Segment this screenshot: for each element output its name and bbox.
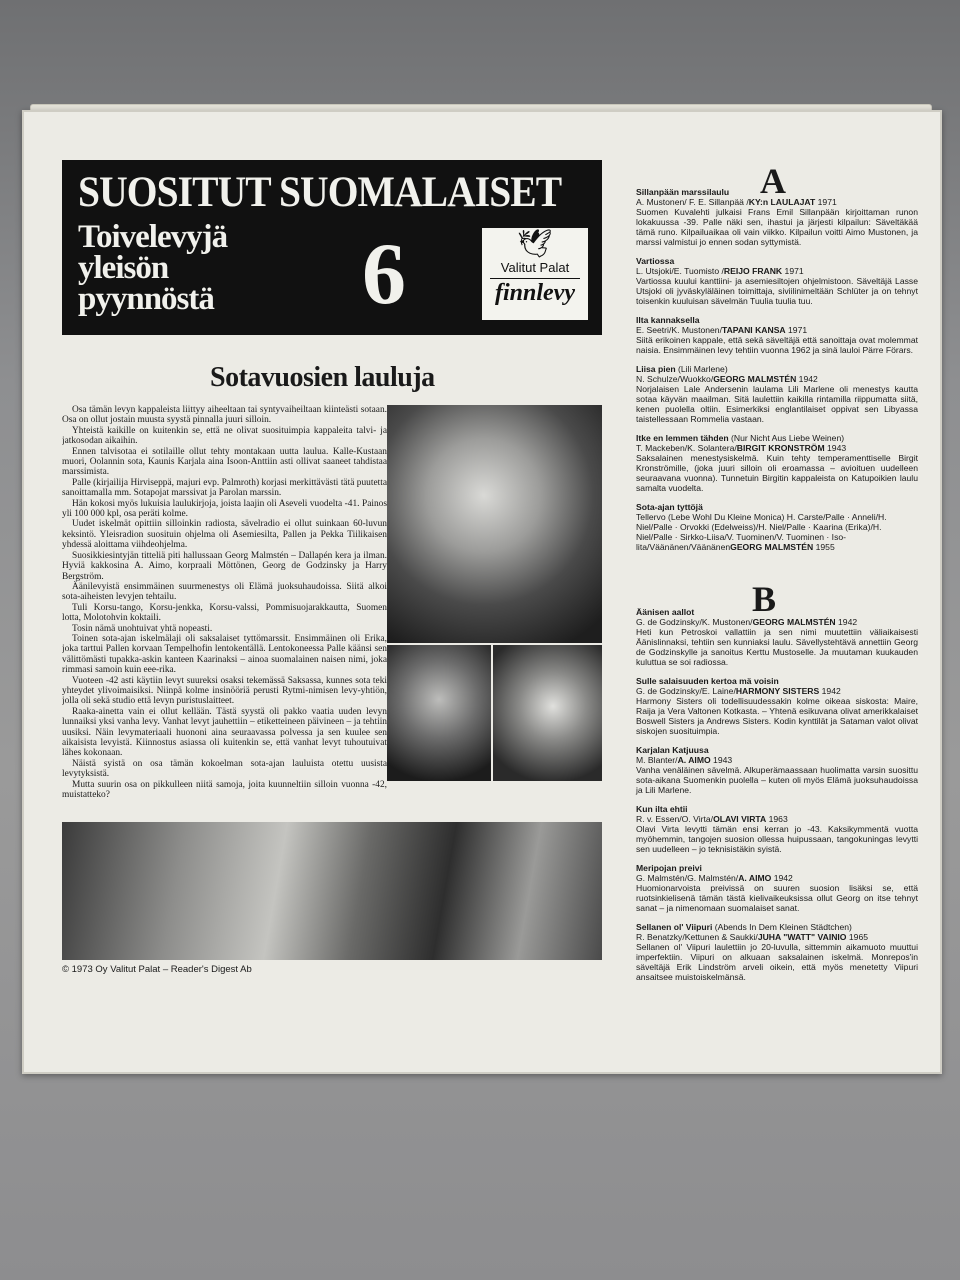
subtitle-line: yleisön [78, 250, 169, 286]
track-title: Itke en lemmen tähden (Nur Nicht Aus Liebe Weinen) [636, 433, 845, 443]
track-title: Sillanpään marssilaulu [636, 187, 730, 197]
track-title: Äänisen aallot [636, 607, 695, 617]
track-title: Karjalan Katjuusa [636, 745, 709, 755]
intro-paragraph: Tosin nämä unohtuivat yhtä nopeasti. [72, 623, 213, 634]
track-description: Huomionarvoista preivissä on suuren suosion lisäksi se, että ruotsinkielisenä tämän tästä kielivaikeuksissa ollut Georg on itse tehnyt sanat – ja nimenomaan suomalaiset sanat. [636, 883, 918, 913]
intro-paragraph: Palle (kirjailija Hirviseppä, majuri evp. Palmroth) korjasi merkittävästi tätä puutetta sanoittamalla mm. Sotapojat marssivat ja Parolan marssin. [62, 477, 387, 499]
track-description: Heti kun Petroskoi vallattiin ja sen nimi muutettiin väliaikaisesti Äänislinnaksi, tehtiin sen kunniaksi laulu. Sävellystehtävä annettiin Georg de Godzinskylle ja sanoitus Kerttu Mustoselle. Ja muutaman kuukauden kuluttua se soi radiossa. [636, 627, 918, 667]
track-description: Vanha venäläinen sävelmä. Alkuperämaassaan huolimatta varsin suosittu sota-aikana Suomenkin puolella – kuten oli myös Elämä juoksuhaudoissa ja Lili Marlene. [636, 765, 918, 795]
side-b-tracklist [636, 607, 918, 991]
soldiers-photo [62, 822, 602, 960]
intro-paragraph: Hän kokosi myös lukuisia laulukirjoja, joista laajin oli Aseveli vuodelta -41. Painos yli 100 000 kpl, osa peräti kolme. [62, 498, 387, 520]
side-b-label: B [752, 579, 777, 619]
track-credits: A. Mustonen/ F. E. Sillanpää /KY:n LAULAJAT 1971 [636, 197, 837, 207]
track-description: Olavi Virta levytti tämän ensi kerran jo -43. Kaksikymmentä vuotta myöhemmin, tangojen suosion ollessa huipussaan, tangokuningas levytti sen uudelleen – jo teknisistäkin syistä. [636, 824, 918, 854]
track-entry [636, 502, 918, 552]
track-title: Sellanen ol' Viipuri (Abends In Dem Kleinen Städtchen) [636, 922, 852, 932]
track-title: Sulle salaisuuden kertoa mä voisin [636, 676, 779, 686]
track-entry [636, 256, 918, 306]
pegasus-icon: 🕊 [517, 229, 553, 260]
intro-paragraph: Tuli Korsu-tango, Korsu-jenkka, Korsu-valssi, Pommisuojarakkautta, Suomen lotta, Molotohvin koktaili. [62, 602, 387, 624]
track-credits: L. Utsjoki/E. Tuomisto /REIJO FRANK 1971 [636, 266, 804, 276]
subtitle-line: Toivelevyjä [78, 219, 228, 255]
logo-label: finnlevy [490, 278, 580, 307]
track-entry [636, 804, 918, 854]
track-entry [636, 364, 918, 424]
track-entry [636, 315, 918, 355]
intro-paragraph: Raaka-ainetta vain ei ollut kellään. Tästä syystä oli pakko vaatia uuden levyn lunnaiksi yksi vanha levy. Vanhat levyt jauhettiin – etiketteineen päivineen – ja tehtiin uusiksi. Näin levymateriaali huononi aina seuraavassa polvessa ja sen kuulee sen aikaisista levyistä. Kiinnostus asiassa oli kuitenkin se, että vanhat levyt tuhoutuivat lähes kokonaan. [62, 706, 387, 759]
intro-paragraph: Yhteistä kaikille on kuitenkin se, että ne olivat suosituimpia kappaleita talvi- ja jatkosodan aikaihin. [62, 425, 387, 447]
track-credits: M. Blanter/A. AIMO 1943 [636, 755, 733, 765]
track-title: Ilta kannaksella [636, 315, 700, 325]
portrait-photo-smiling [493, 645, 602, 781]
track-description: Norjalaisen Lale Andersenin laulama Lili Marlene oli menestys kautta sotaa käyvän maailman. Sitä laulettiin kaikilla rintamilla riippumatta siitä, kenen puolella oltiin. Esimerkiksi englantilaiset oppivat sen Libyassa taistellessaan Rommelia vastaan. [636, 384, 918, 424]
track-entry [636, 607, 918, 667]
track-entry [636, 922, 918, 982]
intro-paragraph: Suosikkiesintyjän titteliä piti hallussaan Georg Malmstén – Dallapén kera ja ilman. Hyviä kakkosina A. Aimo, korpraali Möttönen, Georg de Godzinsky ja Harry Bergström. [62, 550, 387, 582]
finnlevy-logo [482, 228, 588, 320]
track-entry [636, 433, 918, 493]
section-heading: Sotavuosien lauluja [210, 362, 435, 393]
track-credits: R. v. Essen/O. Virta/OLAVI VIRTA 1963 [636, 814, 788, 824]
intro-paragraph: Osa tämän levyn kappaleista liittyy aiheeltaan tai syntyvaiheiltaan kiinteästi sotaan. Osa on ollut jostain muusta syystä pinnalla juuri silloin. [62, 405, 387, 426]
track-credits: E. Seetri/K. Mustonen/TAPANI KANSA 1971 [636, 325, 808, 335]
logo-brand: Valitut Palat [500, 260, 570, 275]
portrait-photo-man [387, 645, 491, 781]
track-title: Kun ilta ehtii [636, 804, 688, 814]
track-description: Siitä erikoinen kappale, että sekä säveltäjä että sanoittaja ovat molemmat naisia. Ensimmäinen levy tehtiin vuonna 1962 ja sinä lauloi Pärre Förars. [636, 335, 918, 355]
album-subtitle [78, 219, 228, 317]
title-banner [62, 160, 602, 335]
track-description: Vartiossa kuului kanttiini- ja asemiesiltojen ohjelmistoon. Säveltäjä Lasse Utsjoki oli jyväskyläläinen toimittaja, siviilinimeltään Schlüter ja on tehnyt toisenkin kuuluisan sävelmän Tuulia tuulia tuu. [636, 276, 918, 306]
track-entry [636, 676, 918, 736]
intro-paragraph: Ennen talvisotaa ei sotilaille ollut tehty montakaan uutta laulua. Kalle-Kustaan muori, Oolannin sota, Kaunis Karjala aina Isoon-Anttiin asti ollivat saaneet tahdistaa marssimista. [62, 446, 387, 478]
intro-paragraph: Uudet iskelmät opittiin silloinkin radiosta, sävelradio ei ollut suinkaan 60-luvun keksintö. Yleisradion suosituin ohjelma oli Asemiesilta, Pallen ja Pekka Tiilikaisen yhdessä aloittama viihdeohjelma. [62, 519, 387, 551]
copyright: © 1973 Oy Valitut Palat – Reader's Digest Ab [62, 964, 252, 975]
track-title: Meripojan preivi [636, 863, 702, 873]
track-entry [636, 187, 918, 247]
side-a-tracklist [636, 187, 918, 561]
track-credits: G. Malmstén/G. Malmstén/A. AIMO 1942 [636, 873, 793, 883]
intro-paragraph: Vuoteen -42 asti käytiin levyt suureksi osaksi tekemässä Saksassa, kunnes sota teki yhteydet ylivoimaisiksi. Niinpä kolme insinööriä perusti Rytmi-nimisen levy-yhtiön, jolla oli sekä studio että levyn puristuslaitteet. [62, 675, 387, 707]
track-credits: G. de Godzinsky/K. Mustonen/GEORG MALMSTÉN 1942 [636, 617, 858, 627]
subtitle-line: pyynnöstä [78, 281, 214, 317]
track-credits: Tellervo (Lebe Wohl Du Kleine Monica) H. Carste/Palle · Anneli/H. Niel/Palle · Orvokki (Edelweiss)/H. Niel/Palle · Kaarina (Erika)/H. Niel/Palle · Sirkko-Liisa/V. Tuominen/V. Tuominen · Iso-lita/Väänänen/VäänänenGEORG MALMSTÉN 1955 [636, 512, 887, 552]
track-description: Suomen Kuvalehti julkaisi Frans Emil Sillanpään kirjoittaman runon lokakuussa -39. Palle näki sen, ihastui ja järjesti kilpailun: Säveltäkää tämä runo. Kilpailuaikaa oli vain viikko. Kilpailun voitti Aimo Mustonen, ja marssi valmistui jo ennen sodan syttymistä. [636, 207, 918, 247]
track-title: Vartiossa [636, 256, 675, 266]
track-description: Sellanen ol' Viipuri laulettiin jo 20-luvulla, sittemmin aikamuoto muuttui imperfektiin. Viipuri on alkuaan saksalainen iskelmä. Monrepos'in säveltäjä Erik Lindström arveli oikein, että myös menetetty Viipuri ansaitsee muistoiskelmänsä. [636, 942, 918, 982]
track-description: Harmony Sisters oli todellisuudessakin kolme oikeaa siskosta: Maire, Raija ja Vera Valtonen Kotkasta. – Yhtenä esikuvana olivat amerikkalaiset Boswell Sisters ja Andrews Sisters. Kodin kynttilät ja Sataman valot olivat siskojen suosituimpia. [636, 696, 918, 736]
intro-paragraph: Mutta suurin osa on pikkulleen niitä samoja, joita kuunneltiin silloin vuonna -42, muistatteko? [62, 779, 387, 801]
intro-paragraph: Näistä syistä on osa tämän kokoelman sota-ajan lauluista otettu uusista levytyksistä. [62, 758, 387, 780]
intro-paragraph: Toinen sota-ajan iskelmälaji oli saksalaiset tyttömarssit. Ensimmäinen oli Erika, joka tarttui Pallen korvaan Tempelhofin lentokentällä. Lentokoneessa Palle käänsi sen välittömästi tupakka-askin kanteen Kaarinaksi – ainoa suomalainen naisen nimi, joka rimmasi samoin kuin eee-rika. [62, 633, 387, 676]
track-credits: G. de Godzinsky/E. Laine/HARMONY SISTERS 1942 [636, 686, 841, 696]
track-title: Liisa pien (Lili Marlene) [636, 364, 728, 374]
portrait-photo-pipe [387, 405, 602, 643]
track-credits: T. Mackeben/K. Solantera/BIRGIT KRONSTRÖM 1943 [636, 443, 847, 453]
volume-number: 6 [362, 226, 406, 323]
album-title: SUOSITUT SUOMALAISET [78, 169, 562, 216]
track-description: Saksalainen menestysiskelmä. Kuin tehty temperamenttiselle Birgit Kronströmille, (joka juuri silloin oli eroamassa – avioituen uudelleen seuraavana vuonna). Tunnetuin Birgitin kappaleista on Katupoikien laulu samalta vuodelta. [636, 453, 918, 493]
track-credits: N. Schulze/Wuokko/GEORG MALMSTÉN 1942 [636, 374, 818, 384]
side-a-label: A [760, 161, 786, 201]
track-credits: R. Benatzky/Kettunen & Saukki/JUHA "WATT" VAINIO 1965 [636, 932, 869, 942]
intro-paragraph: Äänilevyistä ensimmäinen suurmenestys oli Elämä juoksuhaudoissa. Siitä alkoi sota-aiheisten levyjen tehtailu. [62, 581, 387, 603]
track-title: Sota-ajan tyttöjä [636, 502, 703, 512]
track-entry [636, 745, 918, 795]
track-entry [636, 863, 918, 913]
